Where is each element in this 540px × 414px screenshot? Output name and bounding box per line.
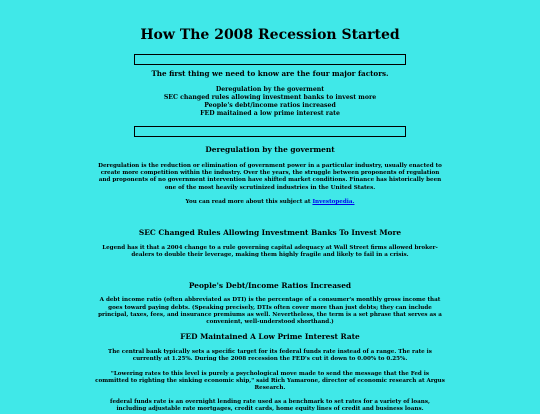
factor-item: Deregulation by the goverment	[215, 86, 325, 93]
factor-item: People's debt/income ratios increased	[204, 102, 336, 109]
section-paragraph: federal funds rate is an overnight lending rate used as a benchmark to set rates for a variety of loans, including adjustable rate mortgages, credit cards, home equity lines of credit and business loans.	[110, 399, 430, 413]
section-paragraph: The central bank typically sets a specific target for its federal funds rate instead of a range. The rate is currently at 1.25%. During the 2008 recession the FED's cut it down to 0.00% to 0.25%.	[108, 349, 432, 363]
horizontal-rule-box	[134, 126, 406, 137]
factor-item: FED maitained a low prime interest rate	[200, 110, 340, 117]
horizontal-rule-box	[134, 54, 406, 65]
page-title: How The 2008 Recession Started	[140, 27, 400, 43]
section-paragraph: Deregulation is the reduction or elimination of government power in a particular industry, usually enacted to create more competition within the industry. Over the years, the struggle between proponents of regulation and proponents of no government intervention have shifted market conditions. Finance has historically been one of the most heavily scrutinized industries in the United States.	[98, 163, 442, 191]
section-title: FED Maintained A Low Prime Interest Rate	[180, 332, 360, 342]
section-title: People's Debt/Income Ratios Increased	[188, 281, 352, 291]
read-more-line	[95, 199, 445, 206]
investopedia-link[interactable]: Investopedia.	[312, 198, 355, 205]
intro-lead: The first thing we need to know are the four major factors.	[151, 69, 389, 78]
section-title: Deregulation by the goverment	[205, 145, 335, 154]
section-paragraph: Legend has it that a 2004 change to a rule governing capital adequacy at Wall Street firms allowed broker-dealers to double their leverage, making them highly fragile and likely to fail in a crisis.	[102, 245, 438, 259]
section-paragraph: A debt income ratio (often abbreviated as DTI) is the percentage of a consumer's monthly gross income that goes toward paying debts. (Speaking precisely, DTIs often cover more than just debts; they can include principal, taxes, fees, and insurance premiums as well. Nevertheless, the term is a set phrase that serves as a convenient, well-understood shorthand.)	[98, 297, 442, 326]
section-title: SEC Changed Rules Allowing Investment Banks To Invest More	[138, 228, 402, 238]
section-paragraph: "Lowering rates to this level is purely a psychological move made to send the message that the Fed is committed to righting the sinking economic ship," said Rich Yamarone, director of economic research at Argus Research.	[95, 370, 445, 392]
factor-item: SEC changed rules allowing investment banks to invest more	[163, 94, 377, 101]
read-more-prefix: You can read more about this subject at	[185, 198, 313, 205]
factor-list	[0, 86, 540, 118]
